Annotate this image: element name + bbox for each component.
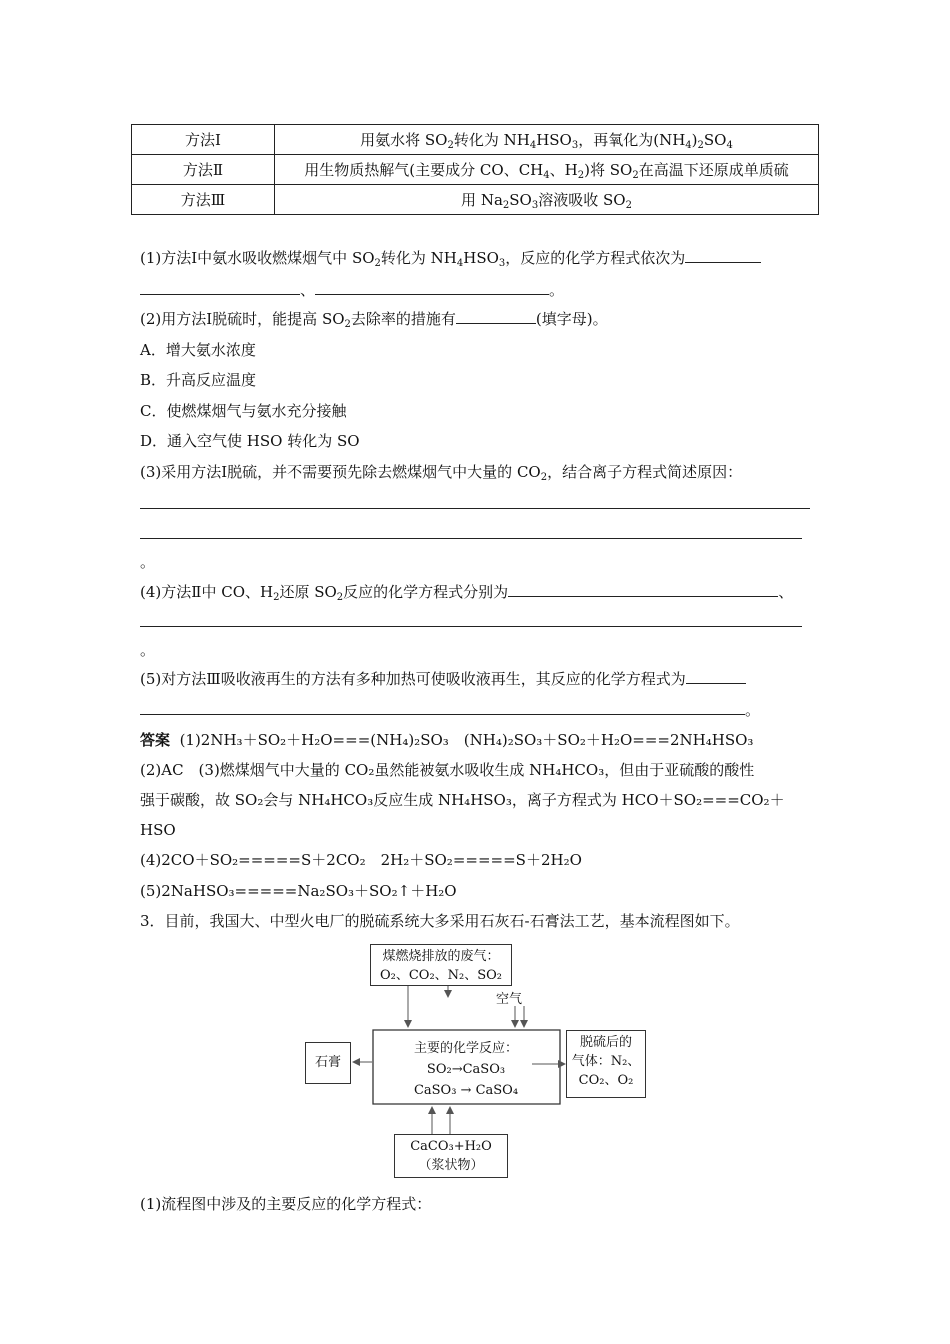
answer-blank[interactable] [508, 582, 778, 597]
answer-blank[interactable] [315, 280, 549, 295]
flow-diagram [300, 944, 650, 1178]
question-3: (3)采用方法Ⅰ脱硫，并不需要预先除去燃煤烟气中大量的 $CO_2$，结合离子方程式简述原因： [140, 463, 743, 483]
table-row [132, 185, 819, 215]
period: 。 [140, 553, 156, 571]
table-row [132, 125, 819, 155]
answer-blank[interactable] [685, 248, 761, 263]
question-1: (1)方法Ⅰ中氨水吸收燃煤烟气中 $SO_2$转化为 $NH_4HSO_3$，反应的化学方程式依次为 [140, 248, 761, 268]
question-5-cont: 。 [140, 700, 760, 720]
waste-gas-box: 煤燃烧排放的废气： O₂、CO₂、N₂、SO₂ [370, 944, 512, 986]
option-d: D．通入空气使 HSO 转化为 SO [140, 432, 360, 450]
answer-line-6: (5)2NaHSO₃=====Na₂SO₃＋SO₂↑＋H₂O [140, 882, 457, 900]
method-desc: 用生物质热解气(主要成分 CO、$CH_4$、$H_2$)将 $SO_2$在高温下还原成单质硫 [275, 155, 819, 185]
answer-line[interactable] [140, 538, 802, 539]
method-desc: 用 $Na_2SO_3$溶液吸收 $SO_2$ [275, 185, 819, 215]
table-row [132, 155, 819, 185]
arrowhead [404, 1020, 412, 1028]
problem-3-sub-1: (1)流程图中涉及的主要反应的化学方程式： [140, 1195, 432, 1213]
question-5: (5)对方法Ⅲ吸收液再生的方法有多种加热可使吸收液再生，其反应的化学方程式为 [140, 669, 746, 689]
methods-table [131, 124, 819, 215]
output-gas-box: 脱硫后的 气体：N₂、 CO₂、O₂ [566, 1030, 646, 1098]
answer-line-2: (2)AC (3)燃煤烟气中大量的 CO₂虽然能被氨水吸收生成 NH₄HCO₃，但由于亚硫酸的酸性 [140, 761, 755, 779]
center-reactions: 主要的化学反应： SO₂→CaSO₃ CaSO₃ → CaSO₄ [413, 1041, 519, 1098]
problem-3-intro: 3．目前，我国大、中型火电厂的脱硫系统大多采用石灰石-石膏法工艺，基本流程图如下。 [140, 912, 740, 930]
slurry-box: CaCO₃+H₂O （浆状物） [394, 1134, 508, 1178]
answer-line[interactable] [140, 508, 810, 509]
answer-blank[interactable] [686, 669, 746, 684]
answer-line-5: (4)2CO＋SO₂=====S＋2CO₂ 2H₂＋SO₂=====S＋2H₂O [140, 851, 582, 869]
gypsum-box: 石膏 [305, 1042, 351, 1084]
answer-blank[interactable] [140, 700, 745, 715]
option-c: C．使燃煤烟气与氨水充分接触 [140, 402, 347, 420]
answer-blank[interactable] [140, 280, 300, 295]
answer-line-1: 答案 (1)2NH₃＋SO₂＋H₂O===(NH₄)₂SO₃ (NH₄)₂SO₃＋SO₂＋H₂O===2NH₄HSO₃ [140, 731, 754, 749]
option-a: A．增大氨水浓度 [140, 341, 256, 359]
answer-line-4: HSO [140, 821, 176, 839]
question-4: (4)方法Ⅱ中 CO、$H_2$还原 $SO_2$反应的化学方程式分别为 、 [140, 583, 794, 603]
question-1-cont: 、 。 [140, 280, 564, 300]
answer-blank[interactable] [456, 309, 536, 324]
question-2: (2)用方法Ⅰ脱硫时，能提高 $SO_2$去除率的措施有 (填字母)。 [140, 310, 608, 330]
answer-line[interactable] [140, 626, 802, 627]
answer-label: 答案 [140, 731, 171, 749]
option-b: B．升高反应温度 [140, 371, 257, 389]
air-label: 空气 [496, 992, 523, 1007]
method-cell: 方法Ⅱ [132, 155, 275, 185]
method-cell: 方法Ⅰ [132, 125, 275, 155]
method-desc: 用氨水将 $SO_2$转化为 $NH_4HSO_3$，再氧化为$(NH_4)_2SO_4$ [275, 125, 819, 155]
period: 。 [140, 641, 156, 659]
method-cell: 方法Ⅲ [132, 185, 275, 215]
answer-line-3: 强于碳酸，故 SO₂会与 NH₄HCO₃反应生成 NH₄HSO₃，离子方程式为 HCO＋SO₂===CO₂＋ [140, 791, 785, 809]
